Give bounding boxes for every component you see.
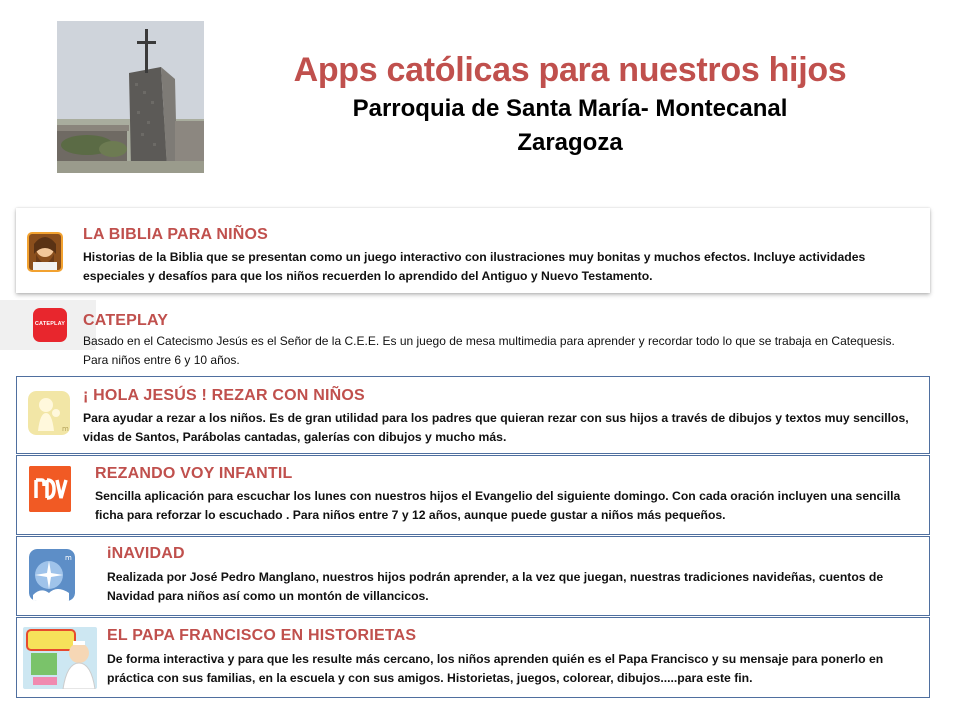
church-photo-graphic bbox=[57, 21, 204, 173]
cateplay-icon bbox=[33, 308, 67, 342]
app-description-biblia: Historias de la Biblia que se presentan como un juego interactivo con ilustraciones muy bonitas y muchos efectos. Incluye actividades especiales y desafíos para que los niños recuerden lo aprendido del Antiguo y Nuevo Testamento. bbox=[83, 250, 866, 283]
papa-francisco-icon bbox=[23, 627, 97, 689]
bible-kids-icon bbox=[27, 232, 63, 272]
app-card-hola-jesus bbox=[16, 376, 930, 454]
app-card-papa-francisco bbox=[16, 617, 930, 698]
header bbox=[250, 48, 890, 160]
app-description-papa-francisco: De forma interactiva y para que les resulte más cercano, los niños aprenden quién es el Papa Francisco y su mensaje para ponerlo en práctica con sus familias, en la escuela y con sus amigos. Historietas, juegos, colorear, dibujos.....para este fin. bbox=[107, 652, 884, 685]
app-card-cateplay bbox=[16, 300, 930, 376]
app-card-navidad bbox=[16, 536, 930, 616]
rezando-voy-icon bbox=[29, 466, 71, 512]
page-title: Apps católicas para nuestros hijos bbox=[293, 51, 847, 89]
church-photo bbox=[57, 21, 204, 173]
hola-jesus-icon bbox=[28, 391, 70, 435]
svg-text:m: m bbox=[62, 425, 69, 433]
app-title-navidad: iNAVIDAD bbox=[107, 545, 185, 562]
page-subtitle-line1: Parroquia de Santa María- Montecanal bbox=[352, 95, 788, 122]
app-description-navidad: Realizada por José Pedro Manglano, nuestros hijos podrán aprender, a la vez que juegan, nuestras tradiciones navideñas, cuentos de Navidad para niños así como un montón de villancicos. bbox=[107, 570, 884, 603]
navidad-icon bbox=[29, 549, 75, 601]
app-title-cateplay: CATEPLAY bbox=[83, 312, 169, 329]
app-card-rezando-voy bbox=[16, 455, 930, 535]
page-subtitle-line2: Zaragoza bbox=[517, 129, 623, 156]
app-card-biblia bbox=[16, 208, 930, 293]
app-title-rezando-voy: REZANDO VOY INFANTIL bbox=[95, 465, 293, 482]
app-description-hola-jesus: Para ayudar a rezar a los niños. Es de gran utilidad para los padres que quieran rezar con sus hijos a través de dibujos y textos muy sencillos, vidas de Santos, Parábolas cantadas, galerías con dibujos y mucho más. bbox=[83, 411, 909, 444]
app-description-cateplay: Basado en el Catecismo Jesús es el Señor de la C.E.E. Es un juego de mesa multimedia para aprender y recordar todo lo que se trabaja en Catequesis. Para niños entre 6 y 10 años. bbox=[83, 334, 895, 367]
app-title-papa-francisco: EL PAPA FRANCISCO EN HISTORIETAS bbox=[107, 627, 417, 644]
app-title-biblia: LA BIBLIA PARA NIÑOS bbox=[83, 226, 269, 243]
svg-text:m: m bbox=[65, 554, 72, 562]
app-description-rezando-voy: Sencilla aplicación para escuchar los lunes con nuestros hijos el Evangelio del siguiente domingo. Con cada oración incluyen una sencilla ficha para reforzar lo escuchado . Para niños entre 7 y 12 años, aunque puede gustar a niños más pequeños. bbox=[95, 489, 901, 522]
app-title-hola-jesus: ¡ HOLA JESÚS ! REZAR CON NIÑOS bbox=[83, 387, 365, 404]
cateplay-icon-label: CATEPLAY bbox=[34, 321, 66, 327]
